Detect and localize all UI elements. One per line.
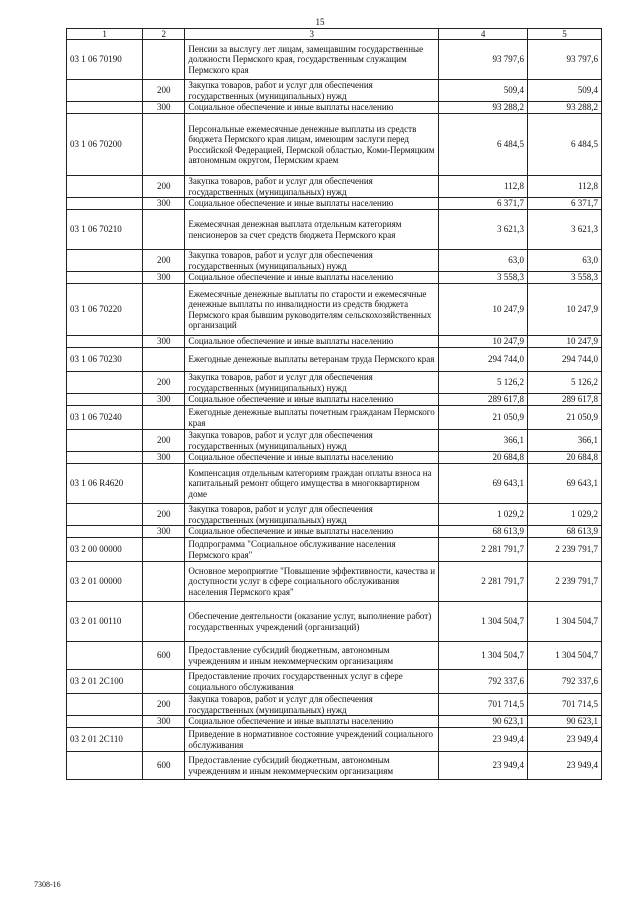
- amount-year1-cell: 10 247,9: [439, 336, 528, 348]
- table-row: [67, 602, 602, 642]
- expense-type-cell: 200: [143, 694, 185, 716]
- expense-type-cell: [143, 602, 185, 642]
- amount-year1-cell: 68 613,9: [439, 526, 528, 538]
- amount-year2-cell: 509,4: [527, 80, 601, 102]
- amount-year2-cell: 2 239 791,7: [527, 562, 601, 602]
- amount-year1-cell: 5 126,2: [439, 372, 528, 394]
- expense-type-cell: 300: [143, 198, 185, 210]
- code-cell: [67, 504, 143, 526]
- item-name-cell: Приведение в нормативное состояние учреждений социального обслуживания: [185, 728, 439, 752]
- amount-year2-cell: 1 304 504,7: [527, 602, 601, 642]
- expense-type-cell: 300: [143, 716, 185, 728]
- code-cell: [67, 642, 143, 670]
- expense-type-cell: 300: [143, 336, 185, 348]
- item-name-cell: Социальное обеспечение и иные выплаты населению: [185, 452, 439, 464]
- expense-type-cell: 600: [143, 642, 185, 670]
- item-name-cell: Предоставление субсидий бюджетным, автономным учреждениям и иным некоммерческим организациям: [185, 752, 439, 780]
- amount-year2-cell: 93 288,2: [527, 102, 601, 114]
- item-name-cell: Закупка товаров, работ и услуг для обеспечения государственных (муниципальных) нужд: [185, 694, 439, 716]
- amount-year2-cell: 6 371,7: [527, 198, 601, 210]
- amount-year1-cell: 2 281 791,7: [439, 538, 528, 562]
- code-cell: [67, 452, 143, 464]
- table-row: [67, 464, 602, 504]
- amount-year2-cell: 10 247,9: [527, 336, 601, 348]
- amount-year1-cell: 792 337,6: [439, 670, 528, 694]
- header-cell-1: 1: [67, 29, 143, 40]
- code-cell: 03 1 06 70210: [67, 210, 143, 250]
- expense-type-cell: 300: [143, 526, 185, 538]
- amount-year1-cell: 1 304 504,7: [439, 642, 528, 670]
- amount-year1-cell: 63,0: [439, 250, 528, 272]
- table-row: [67, 272, 602, 284]
- amount-year1-cell: 294 744,0: [439, 348, 528, 372]
- code-cell: 03 1 06 70200: [67, 114, 143, 176]
- code-cell: [67, 198, 143, 210]
- code-cell: 03 2 01 2С100: [67, 670, 143, 694]
- expense-type-cell: [143, 114, 185, 176]
- header-cell-4: 4: [439, 29, 528, 40]
- item-name-cell: Социальное обеспечение и иные выплаты населению: [185, 272, 439, 284]
- amount-year1-cell: 289 617,8: [439, 394, 528, 406]
- code-cell: [67, 372, 143, 394]
- header-cell-2: 2: [143, 29, 185, 40]
- table-row: [67, 526, 602, 538]
- amount-year1-cell: 93 797,6: [439, 40, 528, 80]
- expense-type-cell: [143, 728, 185, 752]
- table-row: [67, 406, 602, 430]
- table-row: [67, 752, 602, 780]
- code-cell: 03 1 06 R4620: [67, 464, 143, 504]
- item-name-cell: Ежегодные денежные выплаты почетным гражданам Пермского края: [185, 406, 439, 430]
- amount-year2-cell: 792 337,6: [527, 670, 601, 694]
- item-name-cell: Подпрограмма "Социальное обслуживание населения Пермского края": [185, 538, 439, 562]
- item-name-cell: Закупка товаров, работ и услуг для обеспечения государственных (муниципальных) нужд: [185, 250, 439, 272]
- expense-type-cell: [143, 406, 185, 430]
- item-name-cell: Ежегодные денежные выплаты ветеранам труда Пермского края: [185, 348, 439, 372]
- item-name-cell: Закупка товаров, работ и услуг для обеспечения государственных (муниципальных) нужд: [185, 176, 439, 198]
- item-name-cell: Компенсация отдельным категориям граждан оплаты взноса на капитальный ремонт общего имущества в многоквартирном доме: [185, 464, 439, 504]
- expense-type-cell: 300: [143, 394, 185, 406]
- code-cell: [67, 102, 143, 114]
- amount-year2-cell: 112,8: [527, 176, 601, 198]
- amount-year1-cell: 1 029,2: [439, 504, 528, 526]
- amount-year1-cell: 366,1: [439, 430, 528, 452]
- item-name-cell: Ежемесячные денежные выплаты по старости и ежемесячные денежные выплаты по инвалидности из средств бюджета Пермского края бывшим руководителям сельскохозяйственных организаций: [185, 284, 439, 336]
- amount-year1-cell: 1 304 504,7: [439, 602, 528, 642]
- item-name-cell: Закупка товаров, работ и услуг для обеспечения государственных (муниципальных) нужд: [185, 372, 439, 394]
- code-cell: 03 2 01 00000: [67, 562, 143, 602]
- expense-type-cell: 200: [143, 250, 185, 272]
- expense-type-cell: 300: [143, 272, 185, 284]
- amount-year1-cell: 3 621,3: [439, 210, 528, 250]
- expense-type-cell: [143, 670, 185, 694]
- expense-type-cell: 200: [143, 430, 185, 452]
- amount-year1-cell: 701 714,5: [439, 694, 528, 716]
- expense-type-cell: [143, 538, 185, 562]
- amount-year2-cell: 701 714,5: [527, 694, 601, 716]
- amount-year1-cell: 69 643,1: [439, 464, 528, 504]
- expense-type-cell: [143, 284, 185, 336]
- table-row: [67, 728, 602, 752]
- code-cell: 03 1 06 70190: [67, 40, 143, 80]
- code-cell: 03 1 06 70220: [67, 284, 143, 336]
- amount-year1-cell: 10 247,9: [439, 284, 528, 336]
- item-name-cell: Закупка товаров, работ и услуг для обеспечения государственных (муниципальных) нужд: [185, 504, 439, 526]
- amount-year1-cell: 23 949,4: [439, 752, 528, 780]
- code-cell: [67, 526, 143, 538]
- amount-year2-cell: 1 304 504,7: [527, 642, 601, 670]
- expense-type-cell: [143, 210, 185, 250]
- table-row: [67, 452, 602, 464]
- amount-year1-cell: 112,8: [439, 176, 528, 198]
- amount-year2-cell: 23 949,4: [527, 752, 601, 780]
- item-name-cell: Обеспечение деятельности (оказание услуг, выполнение работ) государственных учреждений (организаций): [185, 602, 439, 642]
- amount-year2-cell: 10 247,9: [527, 284, 601, 336]
- table-row: [67, 198, 602, 210]
- table-row: [67, 694, 602, 716]
- amount-year2-cell: 68 613,9: [527, 526, 601, 538]
- amount-year2-cell: 5 126,2: [527, 372, 601, 394]
- item-name-cell: Социальное обеспечение и иные выплаты населению: [185, 526, 439, 538]
- item-name-cell: Социальное обеспечение и иные выплаты населению: [185, 102, 439, 114]
- table-row: [67, 102, 602, 114]
- expense-type-cell: 300: [143, 102, 185, 114]
- table-row: [67, 670, 602, 694]
- table-row: [67, 394, 602, 406]
- amount-year1-cell: 90 623,1: [439, 716, 528, 728]
- table-row: [67, 210, 602, 250]
- amount-year2-cell: 366,1: [527, 430, 601, 452]
- amount-year2-cell: 1 029,2: [527, 504, 601, 526]
- code-cell: 03 2 01 00110: [67, 602, 143, 642]
- document-footer-code: 7308-16: [34, 880, 61, 889]
- expense-type-cell: [143, 464, 185, 504]
- code-cell: 03 2 00 00000: [67, 538, 143, 562]
- code-cell: 03 1 06 70240: [67, 406, 143, 430]
- expense-type-cell: 300: [143, 452, 185, 464]
- item-name-cell: Социальное обеспечение и иные выплаты населению: [185, 198, 439, 210]
- amount-year2-cell: 21 050,9: [527, 406, 601, 430]
- code-cell: [67, 272, 143, 284]
- table-row: [67, 562, 602, 602]
- table-row: [67, 40, 602, 80]
- expense-type-cell: [143, 562, 185, 602]
- code-cell: [67, 694, 143, 716]
- table-row: [67, 716, 602, 728]
- amount-year1-cell: 20 684,8: [439, 452, 528, 464]
- table-row: [67, 642, 602, 670]
- item-name-cell: Закупка товаров, работ и услуг для обеспечения государственных (муниципальных) нужд: [185, 430, 439, 452]
- code-cell: [67, 80, 143, 102]
- amount-year2-cell: 63,0: [527, 250, 601, 272]
- amount-year2-cell: 23 949,4: [527, 728, 601, 752]
- amount-year1-cell: 6 484,5: [439, 114, 528, 176]
- table-row: [67, 114, 602, 176]
- amount-year2-cell: 20 684,8: [527, 452, 601, 464]
- expense-type-cell: 200: [143, 80, 185, 102]
- code-cell: [67, 176, 143, 198]
- amount-year2-cell: 289 617,8: [527, 394, 601, 406]
- item-name-cell: Предоставление прочих государственных услуг в сфере социального обслуживания: [185, 670, 439, 694]
- item-name-cell: Социальное обеспечение и иные выплаты населению: [185, 336, 439, 348]
- amount-year1-cell: 93 288,2: [439, 102, 528, 114]
- table-header-row: [67, 29, 602, 40]
- amount-year1-cell: 6 371,7: [439, 198, 528, 210]
- header-cell-3: 3: [185, 29, 439, 40]
- amount-year1-cell: 509,4: [439, 80, 528, 102]
- expense-type-cell: 200: [143, 372, 185, 394]
- budget-table: [66, 28, 602, 780]
- item-name-cell: Персональные ежемесячные денежные выплаты из средств бюджета Пермского края лицам, имеющим заслуги перед Российской Федерацией, Пермской областью, Коми-Пермяцким автономным округом, Пермским краем: [185, 114, 439, 176]
- code-cell: [67, 336, 143, 348]
- code-cell: 03 2 01 2С110: [67, 728, 143, 752]
- item-name-cell: Пенсии за выслугу лет лицам, замещавшим государственные должности Пермского края, государственным служащим Пермского края: [185, 40, 439, 80]
- page-number: 15: [315, 17, 325, 27]
- expense-type-cell: 200: [143, 176, 185, 198]
- table-row: [67, 348, 602, 372]
- amount-year1-cell: 2 281 791,7: [439, 562, 528, 602]
- code-cell: [67, 752, 143, 780]
- code-cell: [67, 430, 143, 452]
- item-name-cell: Основное мероприятие "Повышение эффективности, качества и доступности услуг в сфере социального обслуживания населения Пермского края": [185, 562, 439, 602]
- code-cell: 03 1 06 70230: [67, 348, 143, 372]
- amount-year2-cell: 93 797,6: [527, 40, 601, 80]
- item-name-cell: Предоставление субсидий бюджетным, автономным учреждениям и иным некоммерческим организациям: [185, 642, 439, 670]
- table-row: [67, 372, 602, 394]
- amount-year1-cell: 23 949,4: [439, 728, 528, 752]
- table-row: [67, 250, 602, 272]
- amount-year2-cell: 6 484,5: [527, 114, 601, 176]
- expense-type-cell: [143, 40, 185, 80]
- amount-year1-cell: 3 558,3: [439, 272, 528, 284]
- item-name-cell: Социальное обеспечение и иные выплаты населению: [185, 716, 439, 728]
- item-name-cell: Закупка товаров, работ и услуг для обеспечения государственных (муниципальных) нужд: [185, 80, 439, 102]
- table-row: [67, 284, 602, 336]
- table-row: [67, 430, 602, 452]
- table-row: [67, 80, 602, 102]
- amount-year2-cell: 90 623,1: [527, 716, 601, 728]
- table-row: [67, 336, 602, 348]
- table-row: [67, 504, 602, 526]
- table-body: [67, 29, 602, 780]
- amount-year2-cell: 3 621,3: [527, 210, 601, 250]
- code-cell: [67, 394, 143, 406]
- amount-year2-cell: 2 239 791,7: [527, 538, 601, 562]
- amount-year2-cell: 69 643,1: [527, 464, 601, 504]
- table-row: [67, 538, 602, 562]
- item-name-cell: Социальное обеспечение и иные выплаты населению: [185, 394, 439, 406]
- item-name-cell: Ежемесячная денежная выплата отдельным категориям пенсионеров за счет средств бюджета Пермского края: [185, 210, 439, 250]
- expense-type-cell: [143, 348, 185, 372]
- amount-year2-cell: 294 744,0: [527, 348, 601, 372]
- code-cell: [67, 250, 143, 272]
- expense-type-cell: 600: [143, 752, 185, 780]
- table-row: [67, 176, 602, 198]
- amount-year2-cell: 3 558,3: [527, 272, 601, 284]
- amount-year1-cell: 21 050,9: [439, 406, 528, 430]
- expense-type-cell: 200: [143, 504, 185, 526]
- code-cell: [67, 716, 143, 728]
- header-cell-5: 5: [527, 29, 601, 40]
